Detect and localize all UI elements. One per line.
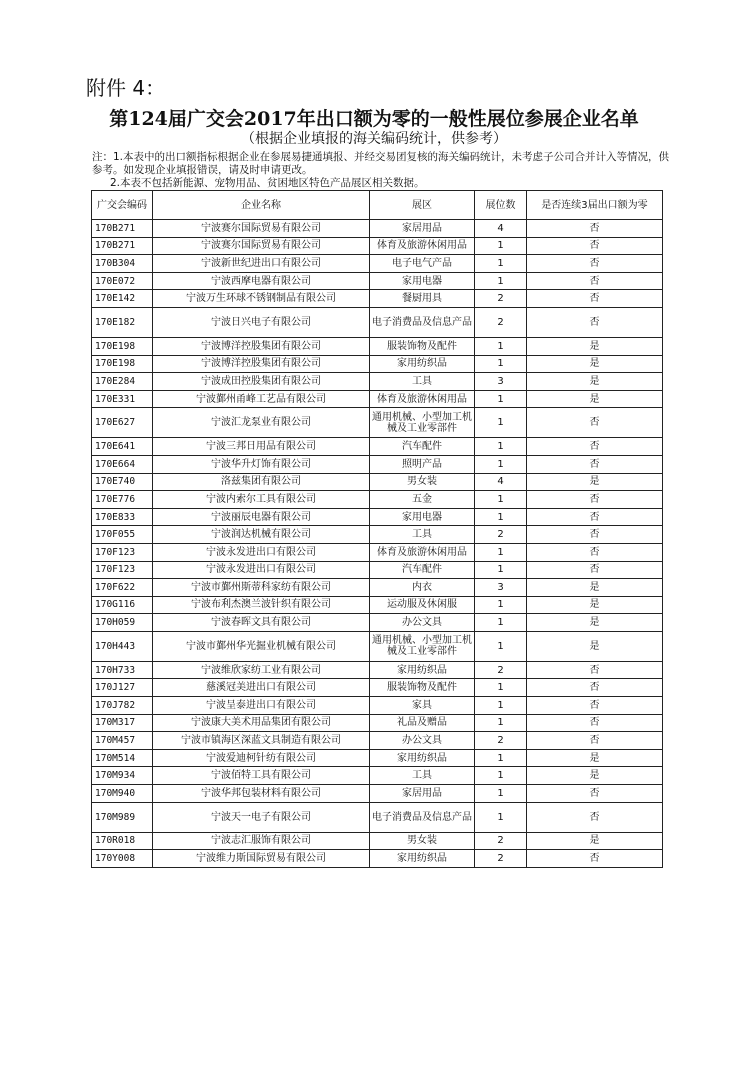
header-company: 企业名称 — [153, 191, 370, 220]
cell-zone: 通用机械、小型加工机械及工业零部件 — [370, 631, 475, 661]
cell-zone: 体育及旅游休闲用品 — [370, 390, 475, 408]
cell-code: 170E198 — [92, 355, 153, 373]
cell-zero-export: 是 — [527, 832, 663, 850]
cell-company: 宁波天一电子有限公司 — [153, 802, 370, 832]
header-code: 广交会编码 — [92, 191, 153, 220]
table-row — [92, 579, 663, 597]
cell-booths: 1 — [475, 802, 527, 832]
cell-company: 宁波博洋控股集团有限公司 — [153, 337, 370, 355]
cell-company: 宁波维力斯国际贸易有限公司 — [153, 850, 370, 868]
cell-zero-export: 否 — [527, 220, 663, 238]
cell-company: 宁波日兴电子有限公司 — [153, 307, 370, 337]
cell-zero-export: 是 — [527, 355, 663, 373]
cell-company: 宁波博洋控股集团有限公司 — [153, 355, 370, 373]
cell-zone: 家居用品 — [370, 785, 475, 803]
cell-booths: 1 — [475, 491, 527, 509]
cell-code: 170E284 — [92, 373, 153, 391]
cell-code: 170R018 — [92, 832, 153, 850]
table-row — [92, 526, 663, 544]
cell-company: 宁波三邦日用品有限公司 — [153, 438, 370, 456]
cell-company: 宁波永发进出口有限公司 — [153, 543, 370, 561]
cell-company: 宁波春晖文具有限公司 — [153, 614, 370, 632]
table-row — [92, 661, 663, 679]
cell-zero-export: 否 — [527, 561, 663, 579]
cell-code: 170G116 — [92, 596, 153, 614]
cell-code: 170E142 — [92, 290, 153, 308]
cell-zone: 工具 — [370, 373, 475, 391]
cell-code: 170M317 — [92, 714, 153, 732]
cell-code: 170E776 — [92, 491, 153, 509]
cell-code: 170B271 — [92, 220, 153, 238]
cell-zero-export: 否 — [527, 732, 663, 750]
cell-booths: 2 — [475, 290, 527, 308]
notes-block — [92, 151, 672, 190]
cell-company: 宁波布利杰澳兰波针织有限公司 — [153, 596, 370, 614]
table-row — [92, 697, 663, 715]
cell-company: 宁波市鄞州斯蒂科家纺有限公司 — [153, 579, 370, 597]
cell-code: 170E331 — [92, 390, 153, 408]
cell-code: 170B304 — [92, 255, 153, 273]
table-row — [92, 732, 663, 750]
cell-zone: 服装饰物及配件 — [370, 337, 475, 355]
header-booths: 展位数 — [475, 191, 527, 220]
table-row — [92, 438, 663, 456]
cell-zone: 电子消费品及信息产品 — [370, 307, 475, 337]
cell-zone: 工具 — [370, 526, 475, 544]
cell-zone: 体育及旅游休闲用品 — [370, 543, 475, 561]
table-row — [92, 749, 663, 767]
table-row — [92, 355, 663, 373]
cell-zone: 体育及旅游休闲用品 — [370, 237, 475, 255]
cell-booths: 2 — [475, 732, 527, 750]
cell-zero-export: 是 — [527, 337, 663, 355]
cell-code: 170E198 — [92, 337, 153, 355]
attachment-label: 附件 4： — [86, 76, 166, 100]
cell-zone: 家用纺织品 — [370, 749, 475, 767]
cell-company: 宁波市镇海区深蓝文具制造有限公司 — [153, 732, 370, 750]
cell-booths: 1 — [475, 408, 527, 438]
cell-company: 宁波新世纪进出口有限公司 — [153, 255, 370, 273]
note-2: 2.本表不包括新能源、宠物用品、贫困地区特色产品展区相关数据。 — [110, 177, 425, 189]
cell-company: 宁波成田控股集团有限公司 — [153, 373, 370, 391]
cell-zone: 通用机械、小型加工机械及工业零部件 — [370, 408, 475, 438]
cell-zero-export: 是 — [527, 631, 663, 661]
cell-booths: 1 — [475, 785, 527, 803]
cell-zone: 餐厨用具 — [370, 290, 475, 308]
cell-company: 宁波志汇服饰有限公司 — [153, 832, 370, 850]
cell-company: 宁波维欣家纺工业有限公司 — [153, 661, 370, 679]
cell-booths: 1 — [475, 596, 527, 614]
cell-zone: 家居用品 — [370, 220, 475, 238]
cell-zero-export: 否 — [527, 237, 663, 255]
cell-code: 170M989 — [92, 802, 153, 832]
table-row — [92, 272, 663, 290]
cell-booths: 1 — [475, 543, 527, 561]
cell-zero-export: 否 — [527, 526, 663, 544]
cell-code: 170E072 — [92, 272, 153, 290]
cell-booths: 1 — [475, 697, 527, 715]
cell-booths: 3 — [475, 579, 527, 597]
cell-code: 170M940 — [92, 785, 153, 803]
cell-zero-export: 否 — [527, 491, 663, 509]
cell-zero-export: 否 — [527, 543, 663, 561]
cell-company: 宁波万生环球不锈钢制品有限公司 — [153, 290, 370, 308]
cell-code: 170M457 — [92, 732, 153, 750]
cell-zero-export: 是 — [527, 596, 663, 614]
cell-code: 170M514 — [92, 749, 153, 767]
table-row — [92, 237, 663, 255]
cell-zone: 电子消费品及信息产品 — [370, 802, 475, 832]
cell-code: 170E641 — [92, 438, 153, 456]
table-row — [92, 307, 663, 337]
cell-code: 170H733 — [92, 661, 153, 679]
table-row — [92, 337, 663, 355]
table-row — [92, 614, 663, 632]
cell-zone: 电子电气产品 — [370, 255, 475, 273]
cell-booths: 1 — [475, 255, 527, 273]
cell-zero-export: 是 — [527, 579, 663, 597]
table-row — [92, 408, 663, 438]
cell-booths: 3 — [475, 373, 527, 391]
table-body — [92, 220, 663, 868]
header-zone: 展区 — [370, 191, 475, 220]
cell-zero-export: 是 — [527, 373, 663, 391]
cell-code: 170B271 — [92, 237, 153, 255]
cell-zero-export: 是 — [527, 473, 663, 491]
cell-code: 170Y008 — [92, 850, 153, 868]
cell-booths: 1 — [475, 455, 527, 473]
table-row — [92, 832, 663, 850]
cell-company: 宁波润达机械有限公司 — [153, 526, 370, 544]
table-row — [92, 850, 663, 868]
cell-code: 170F622 — [92, 579, 153, 597]
cell-company: 宁波西摩电器有限公司 — [153, 272, 370, 290]
cell-company: 宁波鄞州甬峰工艺品有限公司 — [153, 390, 370, 408]
cell-zone: 家具 — [370, 697, 475, 715]
cell-zone: 照明产品 — [370, 455, 475, 473]
cell-company: 宁波永发进出口有限公司 — [153, 561, 370, 579]
cell-booths: 1 — [475, 237, 527, 255]
table-header-row — [92, 191, 663, 220]
cell-company: 宁波赛尔国际贸易有限公司 — [153, 237, 370, 255]
cell-company: 宁波呈泰进出口有限公司 — [153, 697, 370, 715]
table-row — [92, 802, 663, 832]
table-row — [92, 543, 663, 561]
cell-company: 宁波赛尔国际贸易有限公司 — [153, 220, 370, 238]
table-row — [92, 390, 663, 408]
cell-zero-export: 否 — [527, 438, 663, 456]
cell-booths: 2 — [475, 307, 527, 337]
document-subtitle: （根据企业填报的海关编码统计，供参考） — [241, 131, 507, 147]
note-1: 注：1.本表中的出口额指标根据企业在参展易捷通填报、并经交易团复核的海关编码统计，未考虑子公司合并计入等情况，供参考。如发现企业填报错误，请及时申请更改。 — [92, 151, 670, 176]
cell-zero-export: 否 — [527, 802, 663, 832]
table-row — [92, 255, 663, 273]
cell-company: 宁波华邦包装材料有限公司 — [153, 785, 370, 803]
cell-company: 洛兹集团有限公司 — [153, 473, 370, 491]
cell-zero-export: 否 — [527, 850, 663, 868]
cell-zone: 内衣 — [370, 579, 475, 597]
cell-booths: 1 — [475, 561, 527, 579]
table-row — [92, 561, 663, 579]
cell-booths: 2 — [475, 850, 527, 868]
header-zero-export: 是否连续3届出口额为零 — [527, 191, 663, 220]
cell-code: 170E833 — [92, 508, 153, 526]
table-row — [92, 714, 663, 732]
cell-zone: 办公文具 — [370, 732, 475, 750]
cell-zone: 家用纺织品 — [370, 661, 475, 679]
cell-zone: 运动服及休闲服 — [370, 596, 475, 614]
table-row — [92, 290, 663, 308]
cell-code: 170F123 — [92, 561, 153, 579]
cell-booths: 1 — [475, 614, 527, 632]
cell-company: 宁波爱迪柯针纺有限公司 — [153, 749, 370, 767]
cell-zero-export: 否 — [527, 714, 663, 732]
cell-booths: 1 — [475, 749, 527, 767]
table-row — [92, 473, 663, 491]
exhibitor-table — [91, 190, 663, 868]
cell-booths: 1 — [475, 679, 527, 697]
cell-booths: 1 — [475, 337, 527, 355]
cell-booths: 1 — [475, 390, 527, 408]
cell-zone: 礼品及赠品 — [370, 714, 475, 732]
cell-booths: 4 — [475, 473, 527, 491]
cell-zone: 办公文具 — [370, 614, 475, 632]
cell-company: 宁波丽辰电器有限公司 — [153, 508, 370, 526]
cell-code: 170E182 — [92, 307, 153, 337]
cell-code: 170J782 — [92, 697, 153, 715]
cell-zero-export: 是 — [527, 390, 663, 408]
cell-booths: 1 — [475, 355, 527, 373]
cell-booths: 2 — [475, 661, 527, 679]
cell-zone: 汽车配件 — [370, 438, 475, 456]
cell-booths: 1 — [475, 631, 527, 661]
cell-code: 170H059 — [92, 614, 153, 632]
table-row — [92, 491, 663, 509]
cell-booths: 4 — [475, 220, 527, 238]
cell-zero-export: 是 — [527, 614, 663, 632]
cell-zone: 男女装 — [370, 473, 475, 491]
cell-company: 宁波汇龙泵业有限公司 — [153, 408, 370, 438]
cell-booths: 1 — [475, 438, 527, 456]
cell-booths: 1 — [475, 508, 527, 526]
table-row — [92, 785, 663, 803]
cell-zero-export: 是 — [527, 749, 663, 767]
table-row — [92, 596, 663, 614]
cell-booths: 1 — [475, 714, 527, 732]
table-row — [92, 373, 663, 391]
cell-code: 170H443 — [92, 631, 153, 661]
cell-code: 170F055 — [92, 526, 153, 544]
cell-company: 宁波内索尔工具有限公司 — [153, 491, 370, 509]
cell-zone: 家用电器 — [370, 508, 475, 526]
table-row — [92, 679, 663, 697]
cell-zero-export: 否 — [527, 455, 663, 473]
document-title: 第124届广交会2017年出口额为零的一般性展位参展企业名单 — [109, 108, 639, 130]
cell-code: 170E627 — [92, 408, 153, 438]
cell-booths: 2 — [475, 832, 527, 850]
cell-code: 170E740 — [92, 473, 153, 491]
table-row — [92, 767, 663, 785]
cell-zero-export: 否 — [527, 508, 663, 526]
cell-company: 宁波康大美术用品集团有限公司 — [153, 714, 370, 732]
cell-code: 170F123 — [92, 543, 153, 561]
cell-company: 宁波华升灯饰有限公司 — [153, 455, 370, 473]
table-row — [92, 220, 663, 238]
cell-zero-export: 否 — [527, 272, 663, 290]
cell-zero-export: 否 — [527, 679, 663, 697]
cell-zone: 家用纺织品 — [370, 355, 475, 373]
cell-booths: 1 — [475, 272, 527, 290]
cell-code: 170J127 — [92, 679, 153, 697]
cell-zero-export: 否 — [527, 408, 663, 438]
cell-company: 慈溪冠美进出口有限公司 — [153, 679, 370, 697]
cell-zone: 服装饰物及配件 — [370, 679, 475, 697]
cell-code: 170E664 — [92, 455, 153, 473]
cell-zone: 工具 — [370, 767, 475, 785]
cell-booths: 1 — [475, 767, 527, 785]
cell-zero-export: 否 — [527, 290, 663, 308]
cell-zero-export: 否 — [527, 661, 663, 679]
cell-booths: 2 — [475, 526, 527, 544]
cell-zero-export: 否 — [527, 255, 663, 273]
cell-zone: 汽车配件 — [370, 561, 475, 579]
table-row — [92, 455, 663, 473]
cell-zone: 家用电器 — [370, 272, 475, 290]
cell-zero-export: 否 — [527, 697, 663, 715]
cell-zone: 家用纺织品 — [370, 850, 475, 868]
table-row — [92, 631, 663, 661]
cell-company: 宁波市鄞州华光掘业机械有限公司 — [153, 631, 370, 661]
cell-code: 170M934 — [92, 767, 153, 785]
cell-zero-export: 是 — [527, 767, 663, 785]
cell-zero-export: 否 — [527, 785, 663, 803]
cell-zone: 五金 — [370, 491, 475, 509]
cell-zero-export: 否 — [527, 307, 663, 337]
table-row — [92, 508, 663, 526]
cell-company: 宁波佰特工具有限公司 — [153, 767, 370, 785]
cell-zone: 男女装 — [370, 832, 475, 850]
